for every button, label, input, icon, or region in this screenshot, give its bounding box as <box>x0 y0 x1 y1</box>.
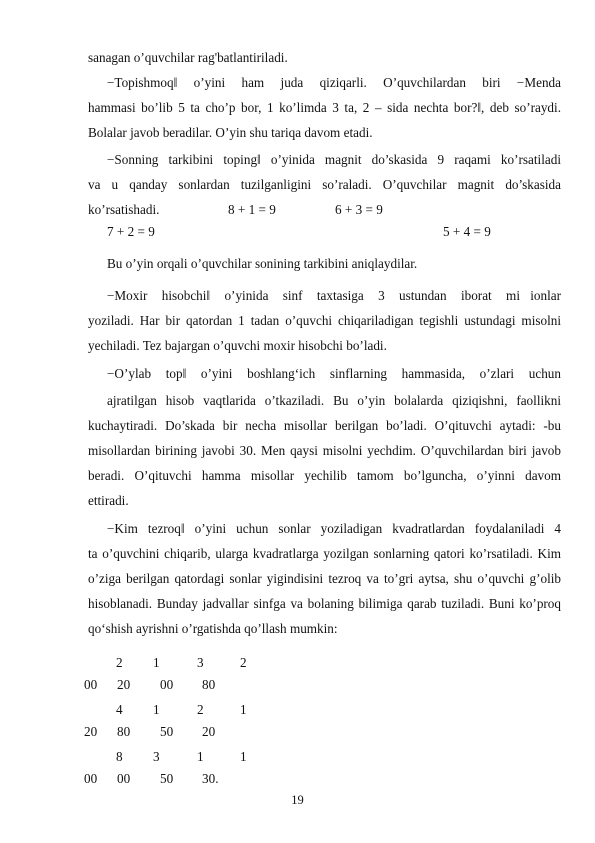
text-line: hammasi bo’lib 5 ta cho’p bor, 1 ko’limda 3 ta, 2 – sida nechta bor?‖, deb so’raydi. <box>88 100 561 115</box>
text-line: beradi. O’qituvchi hamma misollar yechilib tamom bo’lguncha, o’yinni davom <box>88 468 561 483</box>
equation: 5 + 4 = 9 <box>443 224 491 239</box>
table-cell: 00 <box>84 677 98 692</box>
table-cell: 1 <box>240 702 247 717</box>
table-cell: 80 <box>202 677 216 692</box>
table-cell: 3 <box>153 749 160 764</box>
table-cell: 1 <box>240 749 247 764</box>
text-line: yoziladi. Har bir qatordan 1 tadan o’quvchi chiqariladigan tegishli ustundagi misolni <box>88 313 561 328</box>
text-line: yechiladi. Tez bajargan o’quvchi moxir hisobchi bo’ladi. <box>88 338 387 353</box>
text-line: o’ziga berilgan qatordagi sonlar yigindisini tezroq va to’gri aytsa, shu o’quvchi g’olib <box>88 571 561 586</box>
text-line: ta o’quvchini chiqarib, ularga kvadratlarga yozilgan sonlarning qatori ko’rsatiladi. Kim <box>88 546 561 561</box>
text-line: misollardan birining javobi 30. Men qaysi misolni yechdim. O’quvchilardan biri javob <box>88 443 561 458</box>
text-line: ettiradi. <box>88 493 129 508</box>
text-line: Bu o’yin orqali o’quvchilar sonining tarkibini aniqlaydilar. <box>107 256 418 271</box>
text-line: ajratilgan hisob vaqtlarida o’tkaziladi. Bu o’yin bolalarda qiziqishni, faollikni <box>107 393 561 408</box>
table-cell: 00 <box>160 677 174 692</box>
text-line: −O’ylab top‖ o’yini boshlang‘ich sinflarning hammasida, o’zlari uchun <box>107 366 561 381</box>
table-cell: 00 <box>117 771 131 786</box>
table-cell: 20 <box>202 724 216 739</box>
table-cell: 20 <box>84 724 98 739</box>
table-cell: 2 <box>116 655 123 670</box>
table-cell: 4 <box>116 702 123 717</box>
table-cell: 2 <box>240 655 247 670</box>
text-line: hisoblanadi. Bunday jadvallar sinfga va bolaning bilimiga qarab tuziladi. Buni ko’proq <box>88 596 561 611</box>
equation: 6 + 3 = 9 <box>335 202 383 217</box>
table-cell: 00 <box>84 771 98 786</box>
page-number: 19 <box>291 793 304 807</box>
text-line: kuchaytiradi. Do’skada bir necha misollar berilgan bo’ladi. O’qituvchi aytadi: -bu <box>88 418 561 433</box>
table-cell: 1 <box>153 702 160 717</box>
text-line: −Sonning tarkibini toping‖ o’yinida magnit do’skasida 9 raqami ko’rsatiladi <box>107 152 561 167</box>
table-cell: 8 <box>116 749 123 764</box>
text-line: −Topishmoq‖ o’yini ham juda qiziqarli. O’quvchilardan biri −Menda <box>107 75 561 90</box>
text-line: −Kim tezroq‖ o’yini uchun sonlar yoziladigan kvadratlardan foydalaniladi 4 <box>107 521 561 536</box>
text-line: qo‘shish ayrishni o’rgatishda qo’llash mumkin: <box>88 621 338 636</box>
table-cell: 30. <box>202 771 219 786</box>
table-cell: 80 <box>117 724 131 739</box>
equation: 7 + 2 = 9 <box>107 224 155 239</box>
text-line: ko’rsatishadi. <box>88 202 160 217</box>
table-cell: 1 <box>153 655 160 670</box>
table-cell: 1 <box>197 749 204 764</box>
table-cell: 50 <box>160 724 174 739</box>
table-cell: 2 <box>197 702 204 717</box>
text-line: −Moxir hisobchi‖ o’yinida sinf taxtasiga 3 ustundan iborat mi ionlar <box>107 288 561 303</box>
table-cell: 20 <box>117 677 131 692</box>
text-line: sanagan o’quvchilar rag'batlantiriladi. <box>88 50 288 65</box>
text-line: Bolalar javob beradilar. O’yin shu tariqa davom etadi. <box>88 125 373 140</box>
table-cell: 50 <box>160 771 174 786</box>
equation: 8 + 1 = 9 <box>228 202 276 217</box>
text-line: va u qanday sonlardan tuzilganligini so’raladi. O’quvchilar magnit do’skasida <box>88 177 561 192</box>
table-cell: 3 <box>197 655 204 670</box>
